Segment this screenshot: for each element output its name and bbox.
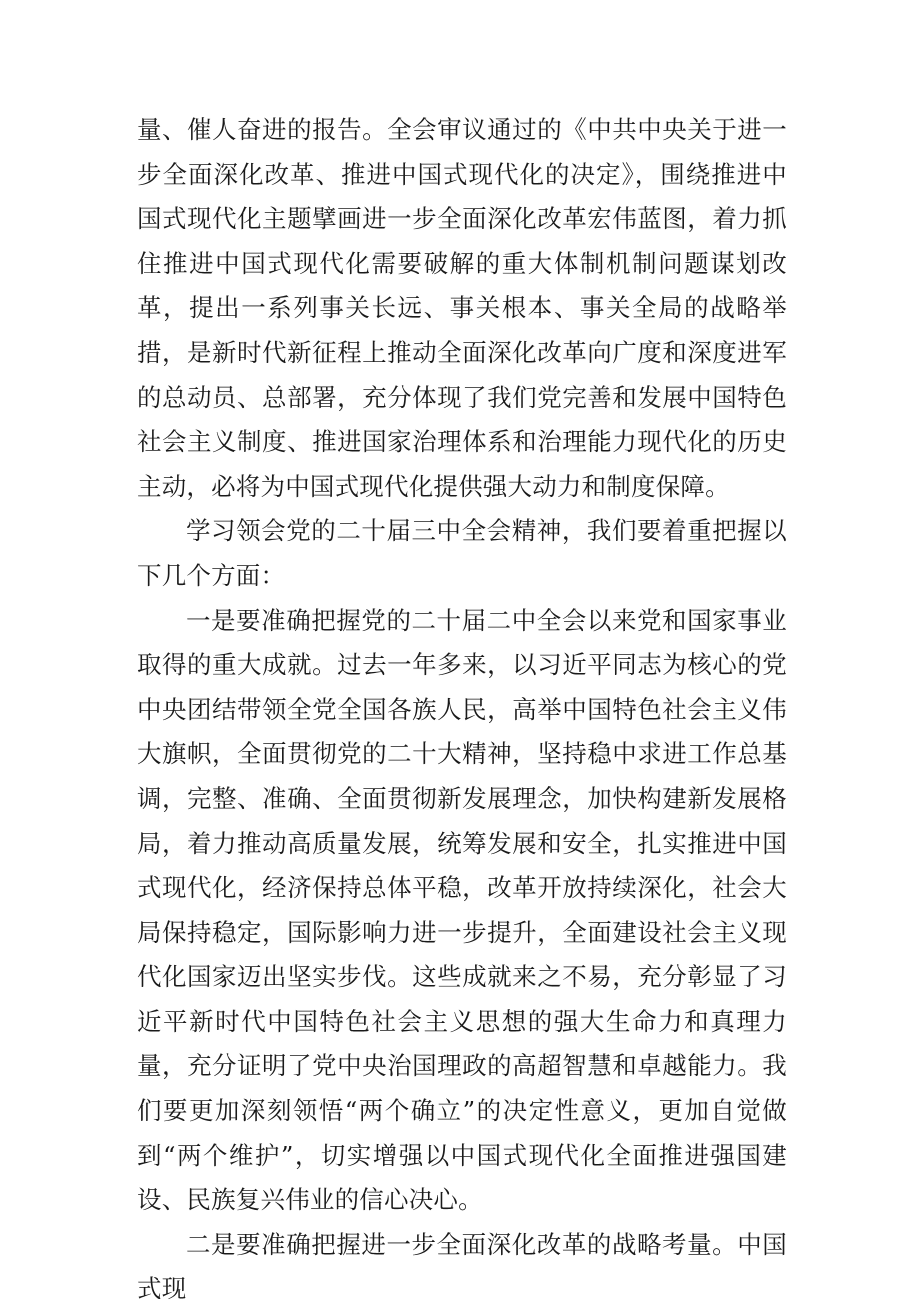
paragraph-point-two: 二是要准确把握进一步全面深化改革的战略考量。中国式现 (137, 1229, 787, 1304)
paragraph-continuation: 量、催人奋进的报告。全会审议通过的《中共中央关于进一步全面深化改革、推进中国式现代化的决定》，围绕推进中国式现代化主题擘画进一步全面深化改革宏伟蓝图，着力抓住推进中国式现代化需要破解的重大体制机制问题谋划改革，提出一系列事关长远、事关根本、事关全局的战略举措，是新时代新征程上推动全面深化改革向广度和深度进军的总动员、总部署，充分体现了我们党完善和发展中国特色社会主义制度、推进国家治理体系和治理能力现代化的历史主动，必将为中国式现代化提供强大动力和制度保障。 (137, 115, 787, 501)
paragraph-intro: 学习领会党的二十届三中全会精神，我们要着重把握以下几个方面： (137, 516, 787, 590)
document-body (137, 108, 787, 1312)
paragraph-point-one: 一是要准确把握党的二十届二中全会以来党和国家事业取得的重大成就。过去一年多来，以习近平同志为核心的党中央团结带领全党全国各族人民，高举中国特色社会主义伟大旗帜，全面贯彻党的二十大精神，坚持稳中求进工作总基调，完整、准确、全面贯彻新发展理念，加快构建新发展格局，着力推动高质量发展，统筹发展和安全，扎实推进中国式现代化，经济保持总体平稳，改革开放持续深化，社会大局保持稳定，国际影响力进一步提升，全面建设社会主义现代化国家迈出坚实步伐。这些成就来之不易，充分彰显了习近平新时代中国特色社会主义思想的强大生命力和真理力量，充分证明了党中央治国理政的高超智慧和卓越能力。我们要更加深刻领悟“两个确立”的决定性意义，更加自觉做到“两个维护”，切实增强以中国式现代化全面推进强国建设、民族复兴伟业的信心决心。 (137, 605, 787, 1215)
